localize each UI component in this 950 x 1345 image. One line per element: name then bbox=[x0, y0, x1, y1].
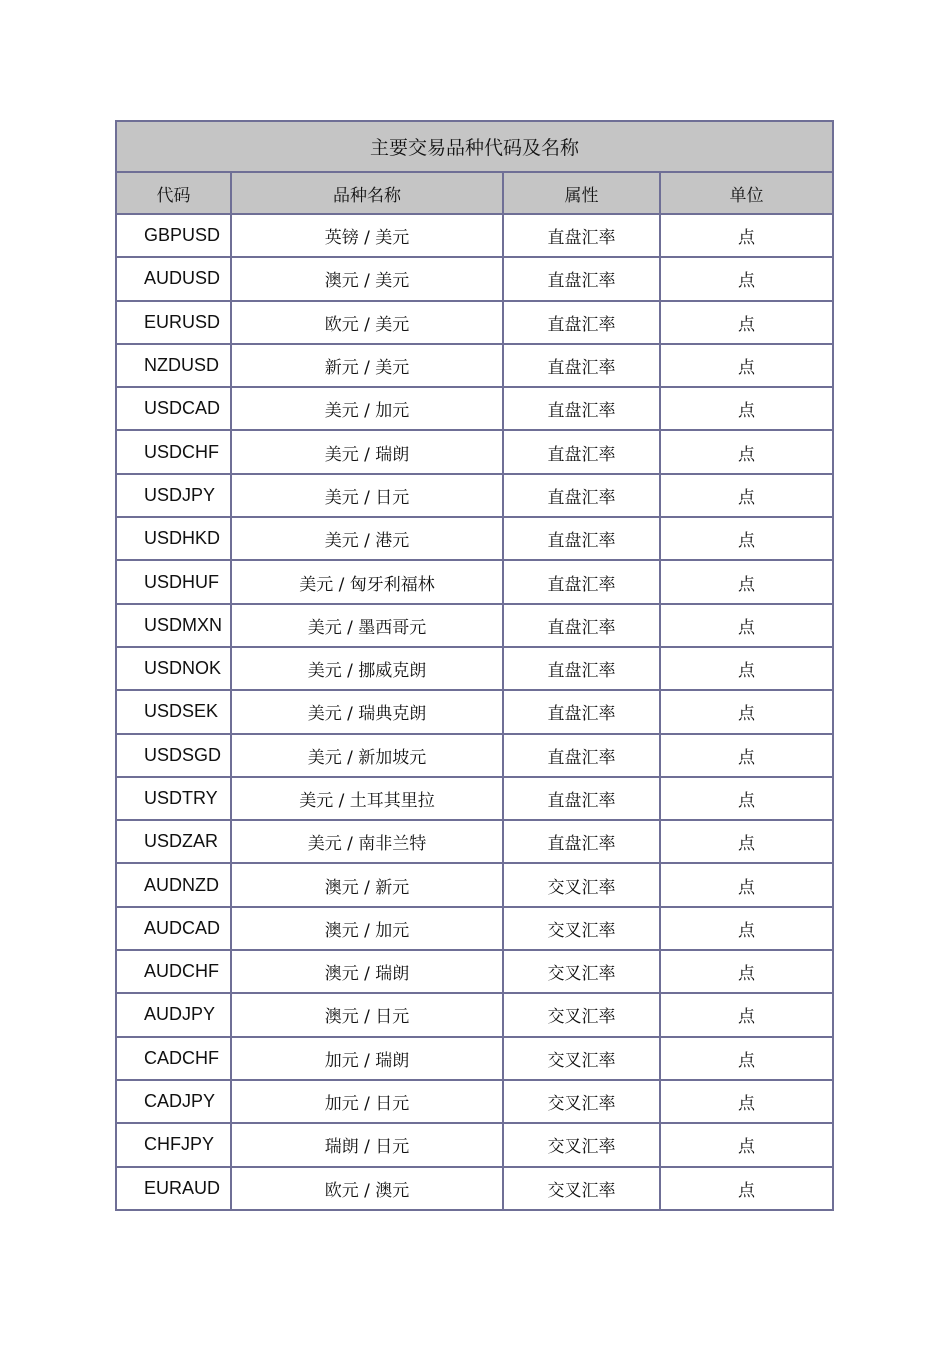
cell-unit: 点 bbox=[660, 1080, 833, 1123]
table-row bbox=[116, 1037, 833, 1080]
cell-name: 美元 / 港元 bbox=[231, 517, 503, 560]
cell-unit: 点 bbox=[660, 387, 833, 430]
table-row bbox=[116, 214, 833, 257]
cell-unit: 点 bbox=[660, 214, 833, 257]
header-name: 品种名称 bbox=[231, 172, 503, 214]
cell-code: USDJPY bbox=[116, 474, 231, 517]
cell-type: 交叉汇率 bbox=[503, 1167, 660, 1210]
cell-code: USDSEK bbox=[116, 690, 231, 733]
cell-name: 瑞朗 / 日元 bbox=[231, 1123, 503, 1166]
cell-unit: 点 bbox=[660, 1123, 833, 1166]
table-row bbox=[116, 950, 833, 993]
cell-unit: 点 bbox=[660, 257, 833, 300]
cell-name: 澳元 / 美元 bbox=[231, 257, 503, 300]
cell-type: 直盘汇率 bbox=[503, 517, 660, 560]
table-row bbox=[116, 734, 833, 777]
cell-type: 直盘汇率 bbox=[503, 387, 660, 430]
cell-unit: 点 bbox=[660, 950, 833, 993]
cell-type: 交叉汇率 bbox=[503, 950, 660, 993]
table-row bbox=[116, 474, 833, 517]
cell-code: USDCAD bbox=[116, 387, 231, 430]
table-row bbox=[116, 993, 833, 1036]
cell-type: 交叉汇率 bbox=[503, 1037, 660, 1080]
cell-name: 澳元 / 日元 bbox=[231, 993, 503, 1036]
cell-type: 直盘汇率 bbox=[503, 214, 660, 257]
table-title: 主要交易品种代码及名称 bbox=[116, 121, 833, 172]
cell-unit: 点 bbox=[660, 647, 833, 690]
cell-type: 直盘汇率 bbox=[503, 474, 660, 517]
cell-code: AUDCHF bbox=[116, 950, 231, 993]
cell-code: USDZAR bbox=[116, 820, 231, 863]
table-row bbox=[116, 560, 833, 603]
cell-name: 美元 / 加元 bbox=[231, 387, 503, 430]
cell-name: 美元 / 新加坡元 bbox=[231, 734, 503, 777]
cell-type: 直盘汇率 bbox=[503, 690, 660, 733]
cell-name: 加元 / 日元 bbox=[231, 1080, 503, 1123]
cell-unit: 点 bbox=[660, 517, 833, 560]
cell-code: AUDNZD bbox=[116, 863, 231, 906]
cell-code: GBPUSD bbox=[116, 214, 231, 257]
cell-unit: 点 bbox=[660, 474, 833, 517]
cell-type: 交叉汇率 bbox=[503, 907, 660, 950]
cell-type: 交叉汇率 bbox=[503, 863, 660, 906]
cell-code: USDTRY bbox=[116, 777, 231, 820]
cell-name: 欧元 / 美元 bbox=[231, 301, 503, 344]
cell-unit: 点 bbox=[660, 907, 833, 950]
cell-unit: 点 bbox=[660, 604, 833, 647]
table-row bbox=[116, 777, 833, 820]
cell-unit: 点 bbox=[660, 1037, 833, 1080]
header-code: 代码 bbox=[116, 172, 231, 214]
table-row bbox=[116, 1080, 833, 1123]
cell-code: EURUSD bbox=[116, 301, 231, 344]
cell-type: 直盘汇率 bbox=[503, 301, 660, 344]
cell-code: USDNOK bbox=[116, 647, 231, 690]
cell-name: 美元 / 日元 bbox=[231, 474, 503, 517]
cell-type: 直盘汇率 bbox=[503, 560, 660, 603]
table-row bbox=[116, 1167, 833, 1210]
table-row bbox=[116, 1123, 833, 1166]
table-row bbox=[116, 820, 833, 863]
cell-name: 美元 / 墨西哥元 bbox=[231, 604, 503, 647]
cell-type: 直盘汇率 bbox=[503, 257, 660, 300]
table-row bbox=[116, 344, 833, 387]
table-row bbox=[116, 647, 833, 690]
cell-type: 交叉汇率 bbox=[503, 1080, 660, 1123]
cell-code: NZDUSD bbox=[116, 344, 231, 387]
cell-name: 美元 / 南非兰特 bbox=[231, 820, 503, 863]
table-row bbox=[116, 907, 833, 950]
cell-name: 美元 / 瑞朗 bbox=[231, 430, 503, 473]
cell-unit: 点 bbox=[660, 690, 833, 733]
cell-name: 澳元 / 瑞朗 bbox=[231, 950, 503, 993]
cell-type: 直盘汇率 bbox=[503, 820, 660, 863]
cell-code: AUDCAD bbox=[116, 907, 231, 950]
cell-unit: 点 bbox=[660, 1167, 833, 1210]
cell-code: USDHUF bbox=[116, 560, 231, 603]
cell-code: CHFJPY bbox=[116, 1123, 231, 1166]
cell-type: 直盘汇率 bbox=[503, 430, 660, 473]
cell-type: 直盘汇率 bbox=[503, 604, 660, 647]
cell-code: AUDUSD bbox=[116, 257, 231, 300]
cell-code: USDHKD bbox=[116, 517, 231, 560]
cell-unit: 点 bbox=[660, 430, 833, 473]
cell-unit: 点 bbox=[660, 863, 833, 906]
cell-type: 交叉汇率 bbox=[503, 1123, 660, 1166]
currency-codes-table bbox=[115, 120, 834, 1211]
cell-unit: 点 bbox=[660, 301, 833, 344]
cell-name: 欧元 / 澳元 bbox=[231, 1167, 503, 1210]
cell-name: 澳元 / 加元 bbox=[231, 907, 503, 950]
cell-name: 美元 / 挪威克朗 bbox=[231, 647, 503, 690]
cell-unit: 点 bbox=[660, 734, 833, 777]
cell-type: 直盘汇率 bbox=[503, 734, 660, 777]
cell-type: 直盘汇率 bbox=[503, 344, 660, 387]
cell-unit: 点 bbox=[660, 993, 833, 1036]
header-unit: 单位 bbox=[660, 172, 833, 214]
table-title-row bbox=[116, 121, 833, 172]
cell-name: 美元 / 瑞典克朗 bbox=[231, 690, 503, 733]
table-row bbox=[116, 430, 833, 473]
cell-type: 直盘汇率 bbox=[503, 647, 660, 690]
cell-code: AUDJPY bbox=[116, 993, 231, 1036]
header-type: 属性 bbox=[503, 172, 660, 214]
table-body bbox=[116, 214, 833, 1210]
cell-name: 英镑 / 美元 bbox=[231, 214, 503, 257]
cell-name: 新元 / 美元 bbox=[231, 344, 503, 387]
cell-code: EURAUD bbox=[116, 1167, 231, 1210]
table-row bbox=[116, 863, 833, 906]
table-row bbox=[116, 301, 833, 344]
cell-code: USDMXN bbox=[116, 604, 231, 647]
table-header-row bbox=[116, 172, 833, 214]
cell-code: CADCHF bbox=[116, 1037, 231, 1080]
table-row bbox=[116, 604, 833, 647]
cell-code: USDCHF bbox=[116, 430, 231, 473]
table-row bbox=[116, 257, 833, 300]
cell-name: 澳元 / 新元 bbox=[231, 863, 503, 906]
cell-type: 交叉汇率 bbox=[503, 993, 660, 1036]
cell-unit: 点 bbox=[660, 777, 833, 820]
cell-name: 美元 / 土耳其里拉 bbox=[231, 777, 503, 820]
cell-unit: 点 bbox=[660, 344, 833, 387]
cell-type: 直盘汇率 bbox=[503, 777, 660, 820]
cell-unit: 点 bbox=[660, 560, 833, 603]
table-row bbox=[116, 387, 833, 430]
cell-code: CADJPY bbox=[116, 1080, 231, 1123]
cell-unit: 点 bbox=[660, 820, 833, 863]
cell-name: 加元 / 瑞朗 bbox=[231, 1037, 503, 1080]
table-row bbox=[116, 517, 833, 560]
table-row bbox=[116, 690, 833, 733]
cell-name: 美元 / 匈牙利福林 bbox=[231, 560, 503, 603]
cell-code: USDSGD bbox=[116, 734, 231, 777]
